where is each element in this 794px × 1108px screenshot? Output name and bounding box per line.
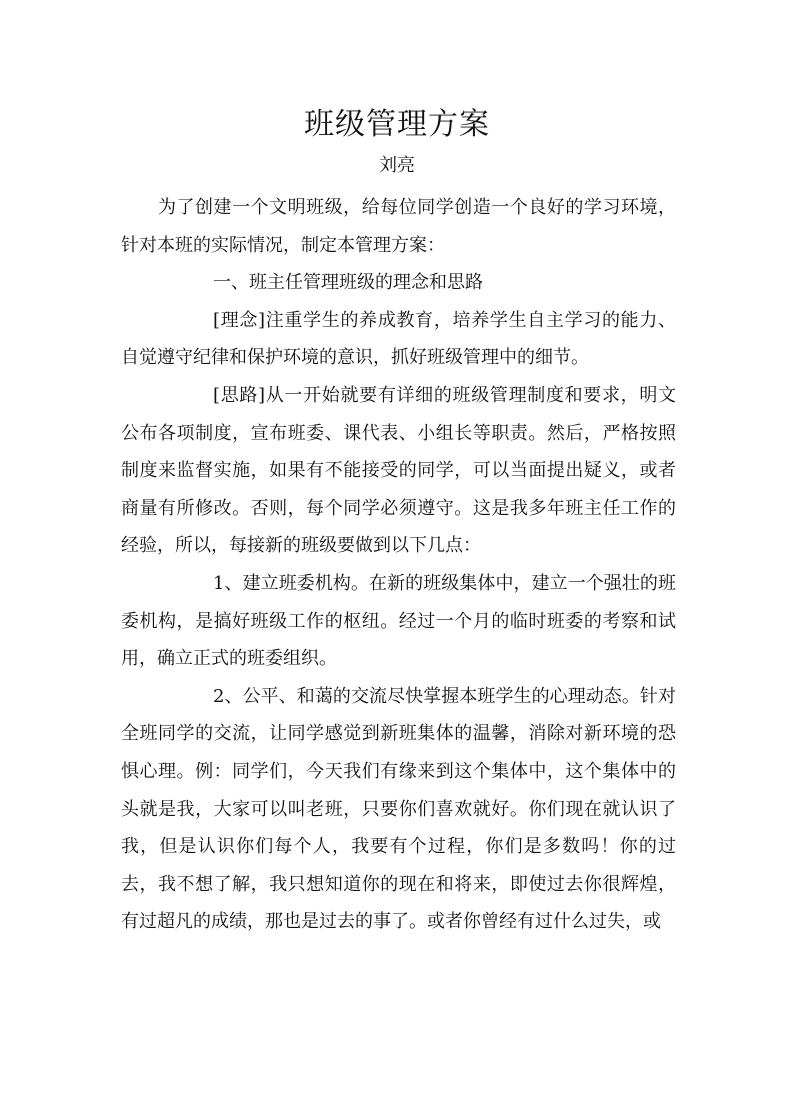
- point-1-paragraph: 1、建立班委机构。在新的班级集体中，建立一个强壮的班委机构，是搞好班级工作的枢纽。经过一个月的临时班委的考察和试用，确立正式的班委组织。: [121, 572, 676, 670]
- document-author: 刘亮: [379, 155, 415, 176]
- approach-paragraph: [思路]从一开始就要有详细的班级管理制度和要求，明文公布各项制度，宣布班委、课代表、小组长等职责。然后，严格按照制度来监督实施，如果有不能接受的同学，可以当面提出疑义，或者商量有所修改。否则，每个同学必须遵守。这是我多年班主任工作的经验，所以，每接新的班级要做到以下几点：: [121, 384, 676, 557]
- document-body: [121, 189, 676, 941]
- intro-paragraph: 为了创建一个文明班级，给每位同学创造一个良好的学习环境，针对本班的实际情况，制定本管理方案：: [121, 197, 676, 256]
- concept-paragraph: [理念]注重学生的养成教育，培养学生自主学习的能力、自觉遵守纪律和保护环境的意识，抓好班级管理中的细节。: [121, 309, 676, 369]
- point-2-paragraph: 2、公平、和蔼的交流尽快掌握本班学生的心理动态。针对全班同学的交流，让同学感觉到新班集体的温馨，消除对新环境的恐惧心理。例：同学们，今天我们有缘来到这个集体中，这个集体中的头就是我，大家可以叫老班，只要你们喜欢就好。你们现在就认识了我，但是认识你们每个人，我要有个过程，你们是多数吗！你的过去，我不想了解，我只想知道你的现在和将来，即使过去你很辉煌，有过超凡的成绩，那也是过去的事了。或者你曾经有过什么过失，或: [121, 685, 676, 933]
- document-title: 班级管理方案: [304, 107, 490, 142]
- section-heading: 一、班主任管理班级的理念和思路: [213, 272, 483, 294]
